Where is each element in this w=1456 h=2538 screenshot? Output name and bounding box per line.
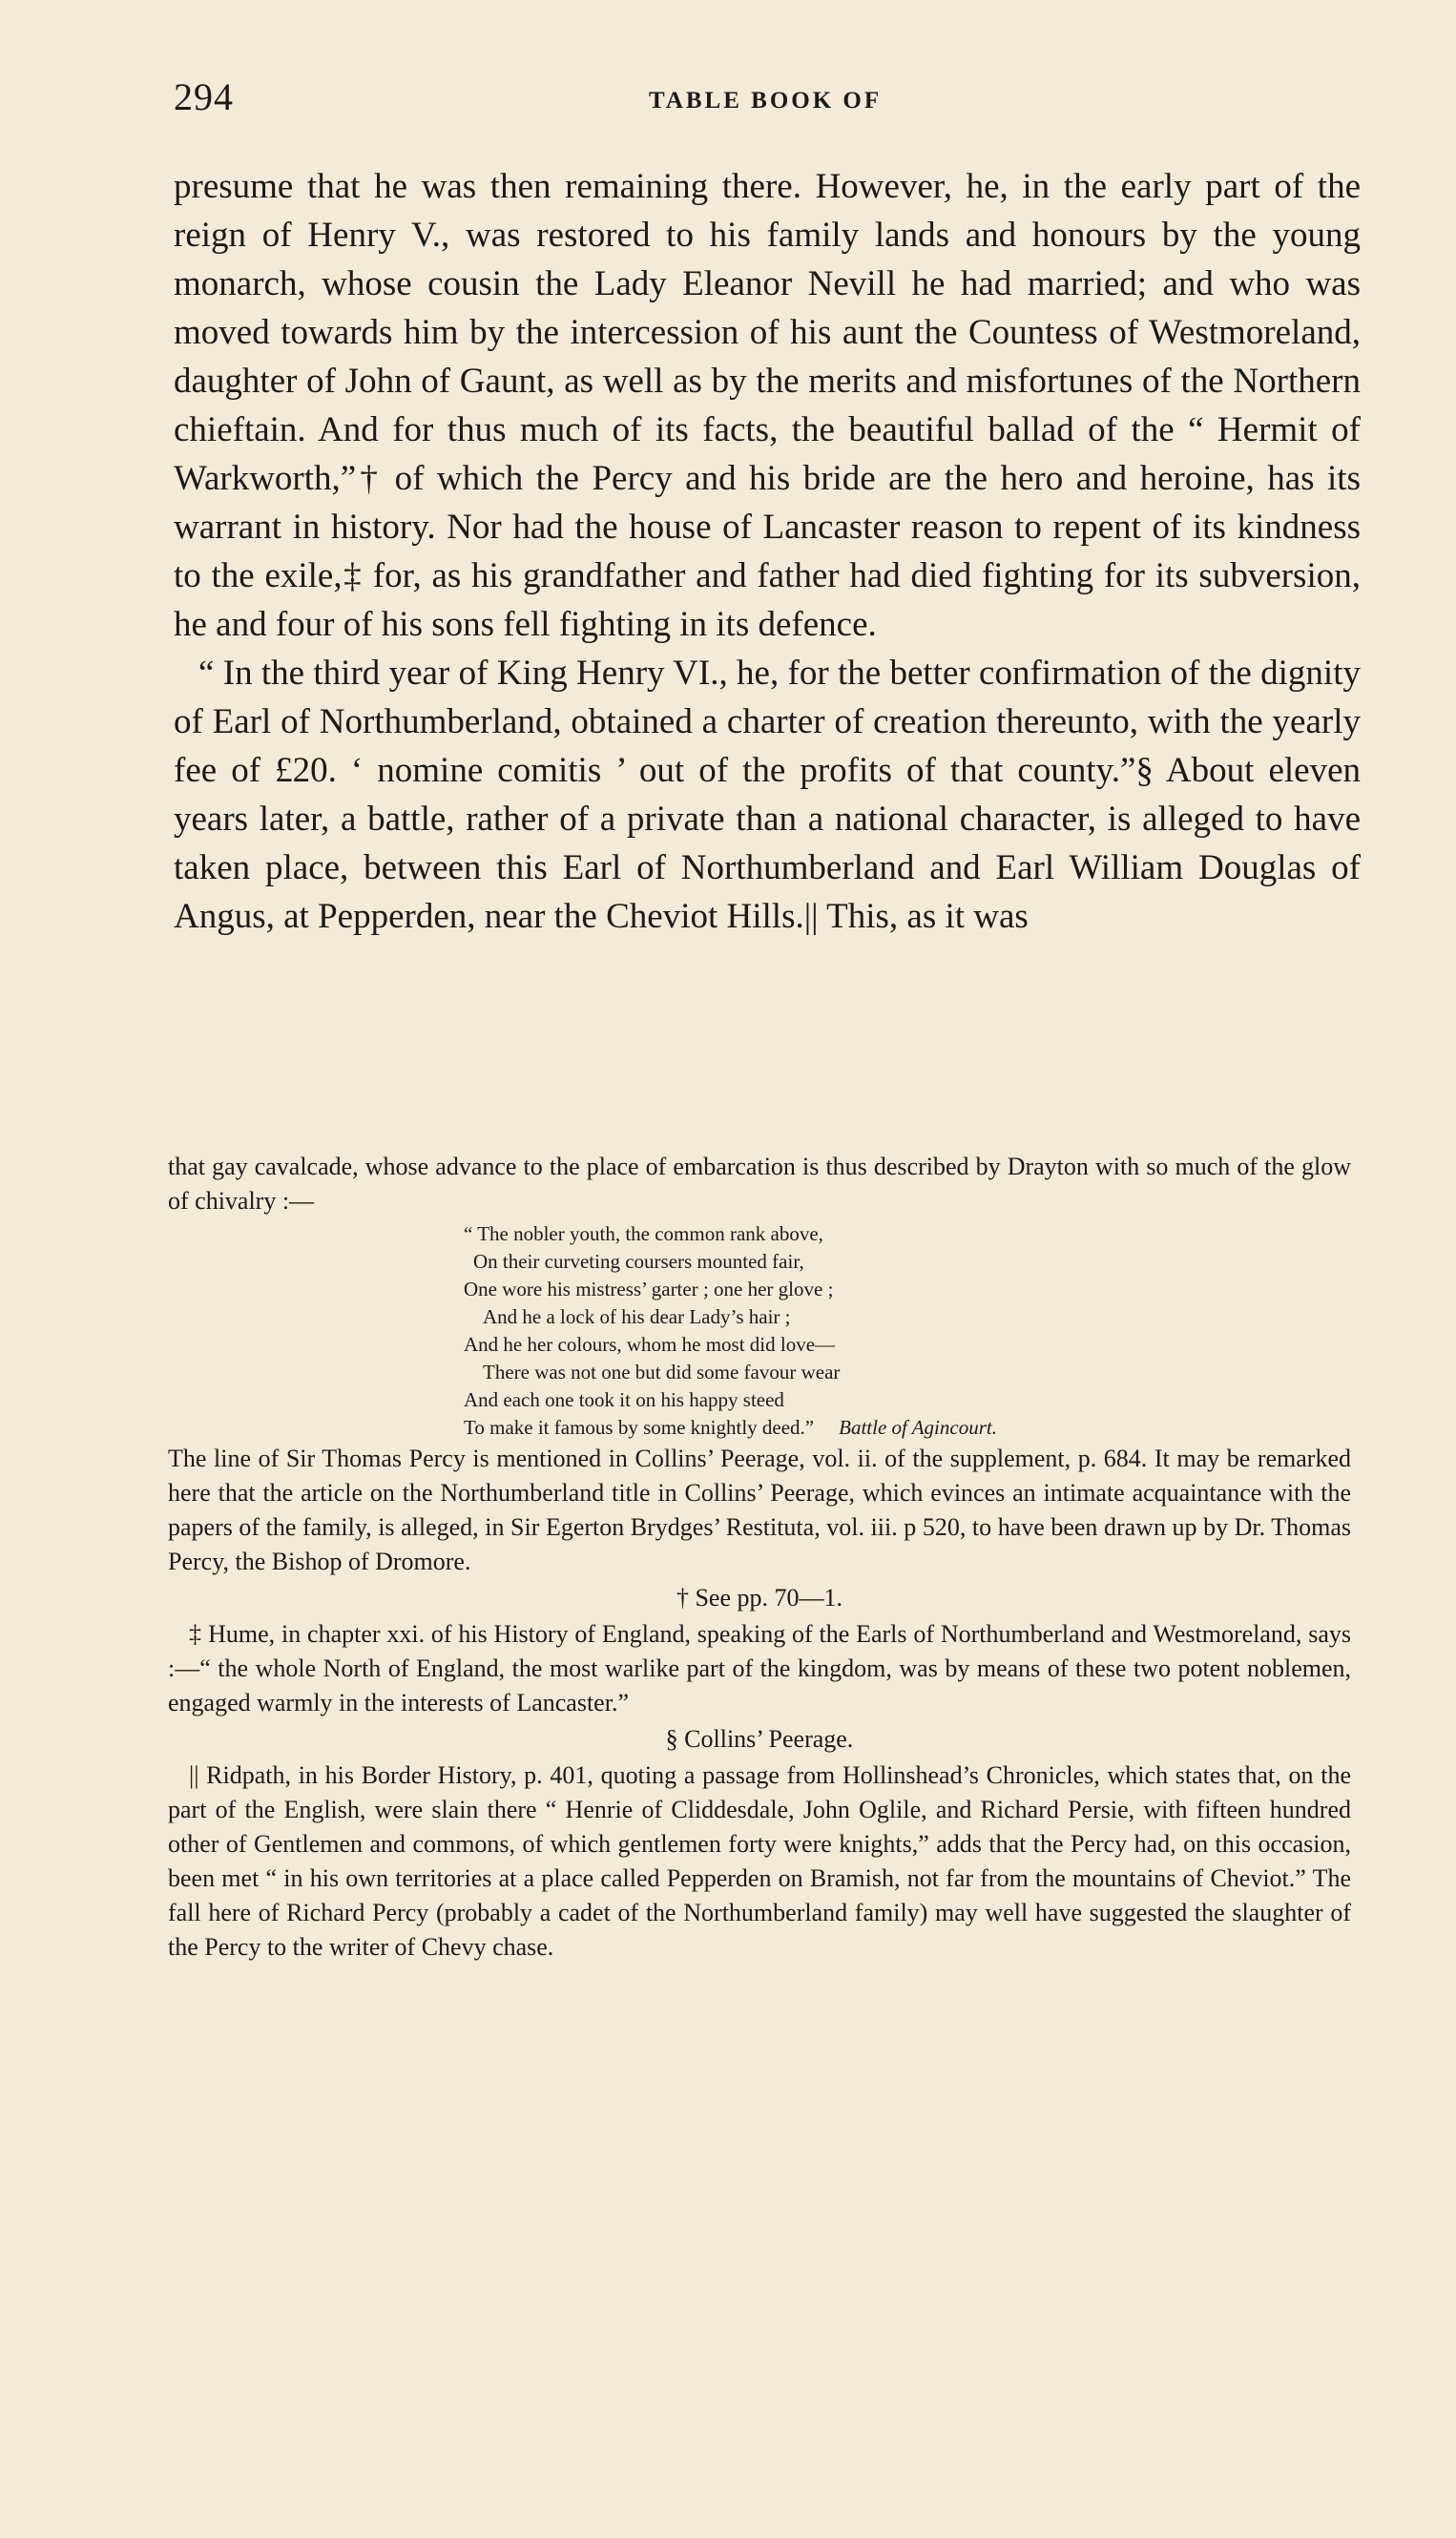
body-paragraph-2: “ In the third year of King Henry VI., he, for the better confirmation of the dignity of Earl of Northumberland, obtained a charter of creation thereunto, with the yearly fee of £20. ‘ nomine comitis ’ out of the profits of that county.”§ About eleven years later, a battle, rather of a private than a national character, is alleged to have taken place, between this Earl of Northumberland and Earl William Douglas of Angus, at Pepperden, near the Cheviot Hills.|| This, as it was <box>174 654 1361 936</box>
footnote-percy-line: The line of Sir Thomas Percy is mentioned in Collins’ Peerage, vol. ii. of the supplement, p. 684. It may be remarked here that the article on the Northumberland title in Collins’ Peerage, which evinces an intimate acquaintance with the papers of the family, is alleged, in Sir Egerton Brydges’ Restituta, vol. iii. p 520, to have been drawn up by Dr. Thomas Percy, the Bishop of Dromore. <box>168 1445 1351 1575</box>
footnote-section: § Collins’ Peerage. <box>665 1725 854 1753</box>
main-text <box>174 162 1361 941</box>
footnote-parallel: || Ridpath, in his Border History, p. 401, quoting a passage from Hollinshead’s Chronicles, which states that, on the part of the English, were slain there “ Henrie of Cliddesdale, John Oglile, and Richard Persie, with fifteen hundred other of Gentlemen and commons, of which gentlemen forty were knights,” adds that the Percy had, on this occasion, been met “ in his own territories at a place called Pepperden on Bramish, not far from the mountains of Cheviot.” The fall here of Richard Percy (probably a cadet of the Northumberland family) may well have suggested the slaughter of the Percy to the writer of Chevy chase. <box>168 1761 1351 1961</box>
poem-line: On their curveting coursers mounted fair, <box>473 1250 804 1273</box>
body-paragraph-1: presume that he was then remaining there. However, he, in the early part of the reign of Henry V., was restored to his family lands and honours by the young monarch, whose cousin the Lady Eleanor Nevill he had married; and who was moved towards him by the intercession of his aunt the Countess of Westmoreland, daughter of John of Gaunt, as well as by the merits and misfortunes of the Northern chieftain. And for thus much of its facts, the beautiful ballad of the “ Hermit of Warkworth,”† of which the Percy and his bride are the hero and heroine, has its warrant in history. Nor had the house of Lancaster reason to repent of its kindness to the exile,‡ for, as his grandfather and father had died fighting for its subversion, he and four of his sons fell fighting in its defence. <box>174 167 1361 644</box>
poem-line: “ The nobler youth, the common rank above, <box>464 1222 823 1245</box>
poem-line <box>464 1414 1351 1442</box>
poem-line: One wore his mistress’ garter ; one her glove ; <box>464 1278 834 1300</box>
footnote-continuation: that gay cavalcade, whose advance to the place of embarcation is thus described by Drayton with so much of the glow of chivalry :— <box>168 1153 1351 1215</box>
poem-line: And he a lock of his dear Lady’s hair ; <box>483 1305 791 1328</box>
footnote-dagger: † See pp. 70—1. <box>676 1584 843 1612</box>
poem-last-line: To make it famous by some knightly deed.” <box>464 1416 815 1439</box>
footnotes <box>168 1150 1351 1965</box>
poem-line: And he her colours, whom he most did love— <box>464 1333 836 1356</box>
poem-line: There was not one but did some favour wear <box>483 1361 841 1383</box>
footnote-double-dagger: ‡ Hume, in chapter xxi. of his History of England, speaking of the Earls of Northumberland and Westmoreland, says :—“ the whole North of England, the most warlike part of the kingdom, was by means of these two potent noblemen, engaged warmly in the interests of Lancaster.” <box>168 1620 1351 1716</box>
poem-citation: Battle of Agincourt. <box>839 1416 997 1439</box>
running-title: TABLE BOOK OF <box>649 88 883 114</box>
poem-line: And each one took it on his happy steed <box>464 1388 784 1411</box>
running-head <box>174 74 1366 122</box>
page-number: 294 <box>174 75 234 118</box>
drayton-poem <box>464 1220 1351 1442</box>
